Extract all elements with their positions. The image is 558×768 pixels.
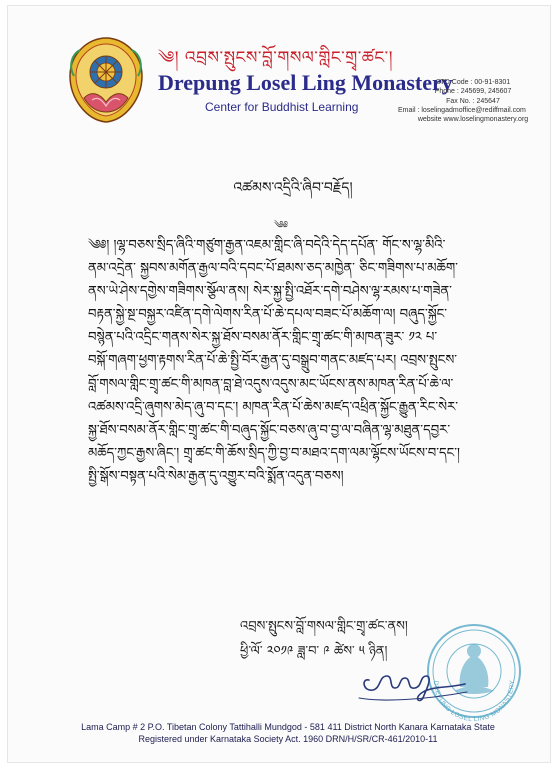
body-line: ནམ་འདྲེན་ སྐྱབས་མགོན་རྒྱལ་བའི་དབང་པོ་ཐམས་ཅད་མཁྱེན་ ཅིང་གཟིགས་པ་མཆོག་ xyxy=(88,261,458,277)
body-line: བསྐོ་གཞག་ཕྱག་རྟགས་རིན་པོ་ཆེ་སྤྱི་བོར་རྒྱན་དུ་བསྒྲུབ་གནང་མཛད་པར། འབྲས་སྤུངས་ xyxy=(88,353,457,369)
seal-text: DREPUNG LOSEL LING MONASTERY xyxy=(431,679,517,723)
letter-page xyxy=(8,6,550,762)
organization-subtitle: Center for Buddhist Learning xyxy=(205,100,359,114)
opening-mark: ༄༅ xyxy=(274,220,288,231)
email-address[interactable]: Email : loselingadmoffice@rediffmail.com xyxy=(398,106,526,114)
body-line: མཆོད་ཀྱང་རྒྱས་ཞིང་། གྲྭ་ཚང་གི་ཆོས་སྲིད་ཀྱི་བྱ་བ་མཐའ་དག་ལམ་ལྷོངས་ཡོངས་བ་དང་། xyxy=(88,445,460,461)
std-code: STD Code : 00-91-8301 xyxy=(435,79,511,86)
signature xyxy=(353,658,473,708)
footer-registration: Registered under Karnataka Society Act. 1960 DRN/H/SR/CR-461/2010-11 xyxy=(138,733,438,744)
body-line: བརྟན་སྐྱེ་སྔ་བསྐྱར་འཛིན་དགེ་ལེགས་རིན་པོ་ཆེ་དཔལ་བཟང་པོ་མཆོག་ལ། བཞུད་སྐྱོང་ xyxy=(88,307,447,323)
body-line: སྐྱ་ཐོས་བསམ་ནོར་གླིང་གྲྭ་ཚང་གི་བཞུད་སྐྱོང་བཅས་ཞུ་བ་བྱ་ལ་བཞིན་ལྷ་མཐུན་དབྱར་ xyxy=(88,422,451,438)
body-line: འཚམས་འདྲི་ཞུགས་མེད་ཞུ་བ་དང་། མཁན་རིན་པོ་ཆེས་མཛད་འཕྲིན་སྐྱོང་རྒྱུན་རིང་སེར་ xyxy=(88,399,459,415)
phone-number: Phone : 245699, 245607 xyxy=(434,88,512,96)
footer-address: Lama Camp # 2 P.O. Tibetan Colony Tattihalli Mundgod - 581 411 District North Kanara Karnataka State xyxy=(81,722,495,732)
body-line: ༄༅། །ལྷ་བཅས་སྲིད་ཞིའི་གཙུག་རྒྱན་འཇམ་གླིང་ཞི་བདེའི་དེད་དཔོན་ གོང་ས་ལྷ་མིའི་ xyxy=(88,238,446,253)
contact-details xyxy=(398,78,548,124)
letter-footer xyxy=(38,722,538,745)
letter-body xyxy=(88,234,530,488)
website-address[interactable]: website www.loselingmonastery.org xyxy=(417,116,529,124)
letter-closing: འབྲས་སྤུངས་བློ་གསལ་གླིང་གྲྭ་ཚང་ནས། xyxy=(240,619,408,634)
body-line: ནས་ཡེ་ཤེས་དགྱེས་གཟིགས་སྩོལ་ནས། སེར་སྐྱ་སྤྱི་འཐོར་དགེ་བཤེས་ལྷ་རམས་པ་གཟེན་ xyxy=(88,284,452,300)
body-line: བློ་གསལ་གླིང་གྲྭ་ཚང་གི་མཁན་བླ་ཐེ་འདུས་འདུས་མང་ཡོངས་ནས་མཁན་རིན་པོ་ཆེ་ལ་ xyxy=(88,376,454,392)
tibetan-monastery-title: ༄། འབྲས་སྤུངས་བློ་གསལ་གླིང་གྲྭ་ཚང་། xyxy=(158,48,394,68)
body-line: བསྙེན་པའི་འདྲིང་གནས་སེར་སྐྱ་ཐོས་བསམ་ནོར་གླིང་གྲྭ་ཚང་གི་མཁན་ཟུར་ ༡༢ པ་ xyxy=(88,330,438,346)
body-line: སྤྱི་སྒོས་བསྟན་པའི་སེམ་རྒྱན་དུ་འགྱུར་བའི་སྨོན་འདུན་བཅས། xyxy=(88,468,344,484)
letter-subject: འཚམས་འདྲིའི་ཞིབ་བརྗོད། xyxy=(233,180,353,196)
organization-name: Drepung Losel Ling Monastery xyxy=(158,70,453,95)
letter-date: ཕྱི་ལོ་ ༢༠༡༩ ཟླ་བ་ ༩ ཚེས་ ༥ ཉིན། xyxy=(240,644,388,659)
fax-number: Fax No. : 245647 xyxy=(446,97,500,105)
monastery-logo xyxy=(66,36,146,124)
